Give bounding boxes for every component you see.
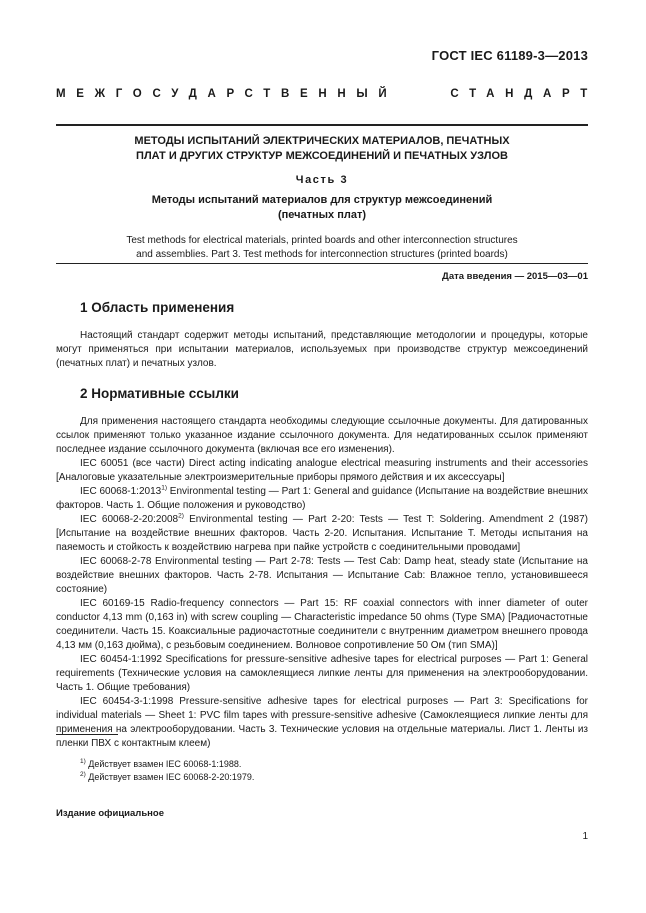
- section-1-text: Настоящий стандарт содержит методы испытаний, представляющие методологии и процедуры, которые могут применяться при испытании материалов, используемых при производстве структур межсоединений (печатных плат) и печатных узлов.: [56, 330, 588, 369]
- english-title-line-2: and assemblies. Part 3. Test methods for interconnection structures (printed boards): [136, 249, 508, 260]
- section-2-heading: 2 Нормативные ссылки: [80, 386, 239, 401]
- footnotes: [80, 758, 254, 784]
- reference-item: IEC 60068-2-20:2008$^{2)}$ Environmental testing — Part 2-20: Tests — Test T: Soldering. Amendment 2 (1987) [Испытание на воздействие внешних факторов. Часть 2-20. Испытания. Испытание Т. Методы испытания на паяемость и стойкость к воздействию нагрева при пайке устройств с соединительными проводами]: [56, 512, 589, 553]
- main-title-line-2: ПЛАТ И ДРУГИХ СТРУКТУР МЕЖСОЕДИНЕНИЙ И ПЕЧАТНЫХ УЗЛОВ: [136, 150, 508, 162]
- official-edition-label: Издание официальное: [56, 808, 164, 819]
- page-number: 1: [582, 831, 588, 842]
- title-divider: [56, 263, 588, 264]
- standard-kind-word-interstate: МЕЖГОСУДАРСТВЕННЫЙ: [56, 88, 398, 100]
- reference-item: IEC 60169-15 Radio-frequency connectors — Part 15: RF coaxial connectors with inner diameter of outer conductor 4,13 mm (0,163 in) with screw coupling — Characteristic impedance 50 ohms (Type SMA) [Радиочастотные соединители. Часть 15. Коаксиальные радиочастотные соединители с внутренним диаметром внешнего провода 4,13 мм (0,163 дюйма), с резьбовым соединением. Волновое сопротивление 50 Ом (тип SMA)]: [56, 598, 588, 651]
- part-title-line-2: (печатных плат): [277, 209, 367, 221]
- document-number: ГОСТ IEC 61189-3—2013: [431, 48, 588, 63]
- footnote-1: $^{1)}$ Действует взамен IEC 60068-1:1988.: [80, 758, 242, 769]
- part-title-line-1: Методы испытаний материалов для структур межсоединений: [151, 194, 493, 206]
- reference-item: IEC 60454-3-1:1998 Pressure-sensitive adhesive tapes for electrical purposes — Part 3: Specifications for individual materials — Sheet 1: PVC film tapes with pressure-sensitive adhesive (Самоклеящиеся липкие ленты для применения на электрооборудовании. Часть 3. Технические условия на отдельные материалы. Лист 1. Ленты из пленки ПВХ с контактным клеем): [56, 696, 588, 749]
- reference-item: IEC 60068-2-78 Environmental testing — Part 2-78: Tests — Test Cab: Damp heat, steady state (Испытание на воздействие внешних факторов. Часть 2-78. Испытания — Испытание Cab: Влажное тепло, установившееся состояние): [56, 556, 588, 595]
- section-2-intro: Для применения настоящего стандарта необходимы следующие ссылочные документы. Для датированных ссылок применяют только указанное издание ссылочного документа. Для недатированных ссылок применяют последнее издание ссылочного документа (включая все его изменения).: [56, 416, 588, 455]
- footnote-2: $^{2)}$ Действует взамен IEC 60068-2-20:1979.: [80, 771, 255, 782]
- english-title-line-1: Test methods for electrical materials, printed boards and other interconnection structures: [126, 235, 518, 246]
- header-divider: [56, 124, 588, 126]
- standard-kind-heading: [56, 88, 598, 100]
- english-title: [56, 234, 588, 262]
- reference-item: IEC 60068-1:2013$^{1)}$ Environmental testing — Part 1: General and guidance (Испытание на воздействие внешних факторов. Часть 1. Общие положения и руководство): [56, 484, 588, 511]
- footnote-ref-2: 2): [178, 512, 184, 520]
- section-1-heading: 1 Область применения: [80, 300, 235, 315]
- title-block: [56, 134, 588, 262]
- main-title-line-1: МЕТОДЫ ИСПЫТАНИЙ ЭЛЕКТРИЧЕСКИХ МАТЕРИАЛОВ, ПЕЧАТНЫХ: [134, 135, 510, 147]
- document-body: [56, 299, 588, 751]
- reference-item: IEC 60454-1:1992 Specifications for pressure-sensitive adhesive tapes for electrical purposes — Part 1: General requirements (Технические условия на самоклеящиеся липкие ленты для применения на электрооборудовании. Часть 1. Общие требования): [56, 654, 588, 693]
- footnote-ref-1: 1): [161, 484, 167, 492]
- standard-kind-word-standard: СТАНДАРТ: [450, 88, 598, 100]
- introduction-date: Дата введения — 2015—03—01: [442, 271, 588, 282]
- reference-item: IEC 60051 (все части) Direct acting indicating analogue electrical measuring instruments and their accessories [Аналоговые указательные электроизмерительные приборы прямого действия и их аксессуары]: [56, 458, 588, 483]
- part-label: Часть 3: [295, 174, 349, 186]
- footnote-divider: [56, 734, 118, 735]
